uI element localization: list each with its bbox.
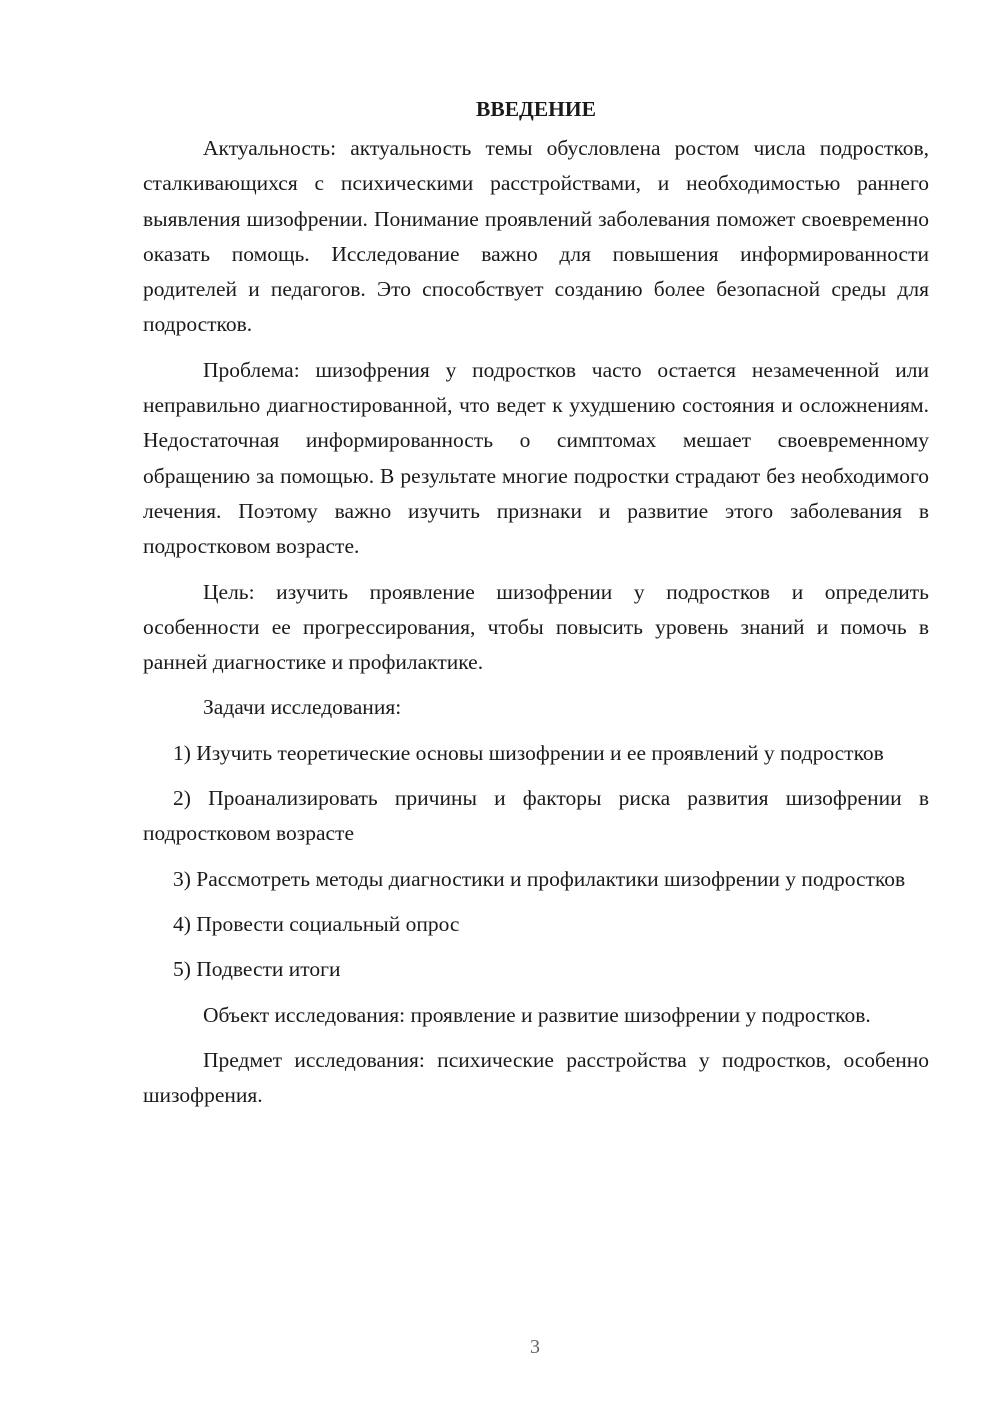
task-item-4: 4) Провести социальный опрос (173, 911, 460, 936)
tasks-heading: Задачи исследования: (203, 695, 402, 720)
section-title: ВВЕДЕНИЕ (476, 97, 596, 121)
paragraph-goal: Цель: изучить проявление шизофрении у подростков и определить особенности ее прогрессирования, чтобы повысить уровень знаний и помочь в ранней диагностике и профилактике. (143, 579, 929, 675)
task-item-5: 5) Подвести итоги (173, 957, 341, 982)
paragraph-subject: Предмет исследования: психические расстройства у подростков, особенно шизофрения. (143, 1047, 929, 1108)
document-page (143, 92, 929, 1113)
task-item-2: 2) Проанализировать причины и факторы риска развития шизофрении в подростковом возрасте (143, 786, 929, 846)
page-number: 3 (530, 1336, 540, 1358)
paragraph-problem: Проблема: шизофрения у подростков часто остается незамеченной или неправильно диагностированной, что ведет к ухудшению состояния и осложнениям. Недостаточная информированность о симптомах мешает своевременному обращению за помощью. В результате многие подростки страдают без необходимого лечения. Поэтому важно изучить признаки и развитие этого заболевания в подростковом возрасте. (143, 357, 929, 559)
paragraph-object: Объект исследования: проявление и развитие шизофрении у подростков. (203, 1002, 871, 1027)
paragraph-relevance: Актуальность: актуальность темы обусловлена ростом числа подростков, сталкивающихся с психическими расстройствами, и необходимостью раннего выявления шизофрении. Понимание проявлений заболевания поможет своевременно оказать помощь. Исследование важно для повышения информированности родителей и педагогов. Это способствует созданию более безопасной среды для подростков. (143, 136, 929, 337)
task-item-1: 1) Изучить теоретические основы шизофрении и ее проявлений у подростков (173, 740, 884, 765)
task-item-3: 3) Рассмотреть методы диагностики и профилактики шизофрении у подростков (173, 866, 906, 891)
